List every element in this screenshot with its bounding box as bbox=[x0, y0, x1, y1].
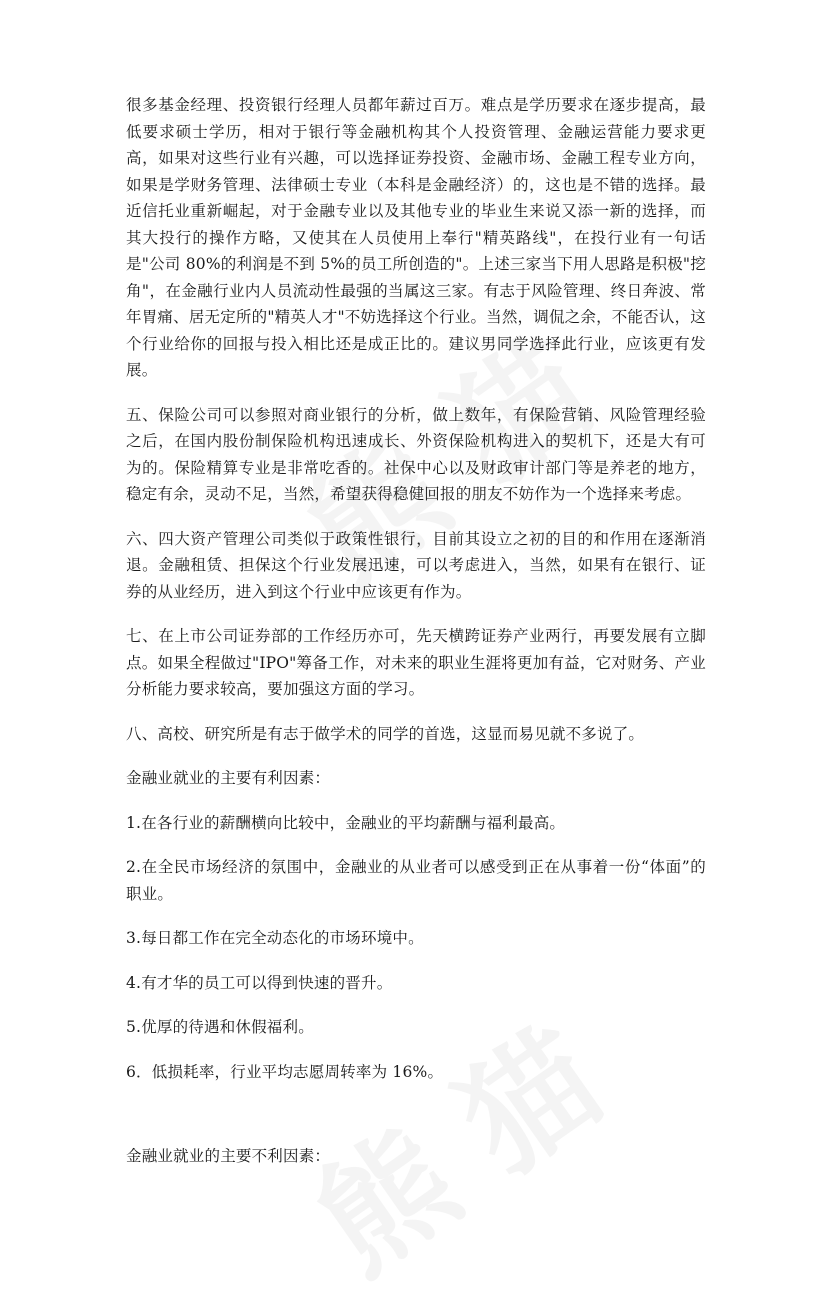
paragraph-universities: 八、高校、研究所是有志于做学术的同学的首选，这显而易见就不多说了。 bbox=[126, 724, 645, 743]
document-body bbox=[126, 92, 706, 1188]
paragraph-finance-intro: 很多基金经理、投资银行经理人员都年薪过百万。难点是学历要求在逐步提高，最低要求硕士学历，相对于银行等金融机构其个人投资管理、金融运营能力要求更高，如果对这些行业有兴趣，可以选择证券投资、金融市场、金融工程专业方向，如果是学财务管理、法律硕士专业（本科是金融经济）的，这也是不错的选择。最近信托业重新崛起，对于金融专业以及其他专业的毕业生来说又添一新的选择，而其大投行的操作方略，又使其在人员使用上奉行"精英路线"，在投行业有一句话是"公司 80%的利润是不到 5%的员工所创造的"。上述三家当下用人思路是积极"挖角"，在金融行业内人员流动性最强的当属这三家。有志于风险管理、终日奔波、常年胃痛、居无定所的"精英人才"不妨选择这个行业。当然，调侃之余，不能否认，这个行业给你的回报与投入相比还是成正比的。建议男同学选择此行业，应该更有发展。 bbox=[126, 96, 706, 379]
favorable-item: 6．低损耗率，行业平均志愿周转率为 16%。 bbox=[126, 1062, 444, 1081]
spacer bbox=[126, 1103, 706, 1143]
favorable-item: 4.有才华的员工可以得到快速的晋升。 bbox=[126, 973, 393, 992]
favorable-item: 3.每日都工作在完全动态化的市场环境中。 bbox=[126, 929, 424, 947]
unfavorable-heading: 金融业就业的主要不利因素： bbox=[126, 1147, 331, 1165]
favorable-item: 1.在各行业的薪酬横向比较中，金融业的平均薪酬与福利最高。 bbox=[126, 813, 566, 832]
favorable-heading: 金融业就业的主要有利因素： bbox=[126, 769, 331, 787]
favorable-item: 2.在全民市场经济的氛围中，金融业的从业者可以感受到正在从事着一份“体面”的职业。 bbox=[126, 858, 706, 903]
favorable-item: 5.优厚的待遇和休假福利。 bbox=[126, 1018, 314, 1036]
paragraph-asset-management: 六、四大资产管理公司类似于政策性银行，目前其设立之初的目的和作用在逐渐消退。金融租赁、担保这个行业发展迅速，可以考虑进入，当然，如果有在银行、证券的从业经历，进入到这个行业中应该更有作为。 bbox=[126, 529, 706, 601]
paragraph-securities-department: 七、在上市公司证券部的工作经历亦可，先天横跨证券产业两行，再要发展有立脚点。如果全程做过"IPO"筹备工作，对未来的职业生涯将更加有益，它对财务、产业分析能力要求较高，要加强这方面的学习。 bbox=[126, 627, 706, 698]
paragraph-insurance: 五、保险公司可以参照对商业银行的分析，做上数年，有保险营销、风险管理经验之后，在国内股份制保险机构迅速成长、外资保险机构进入的契机下，还是大有可为的。保险精算专业是非常吃香的。社保中心以及财政审计部门等是养老的地方，稳定有余，灵动不足，当然，希望获得稳健回报的朋友不妨作为一个选择来考虑。 bbox=[126, 405, 706, 503]
